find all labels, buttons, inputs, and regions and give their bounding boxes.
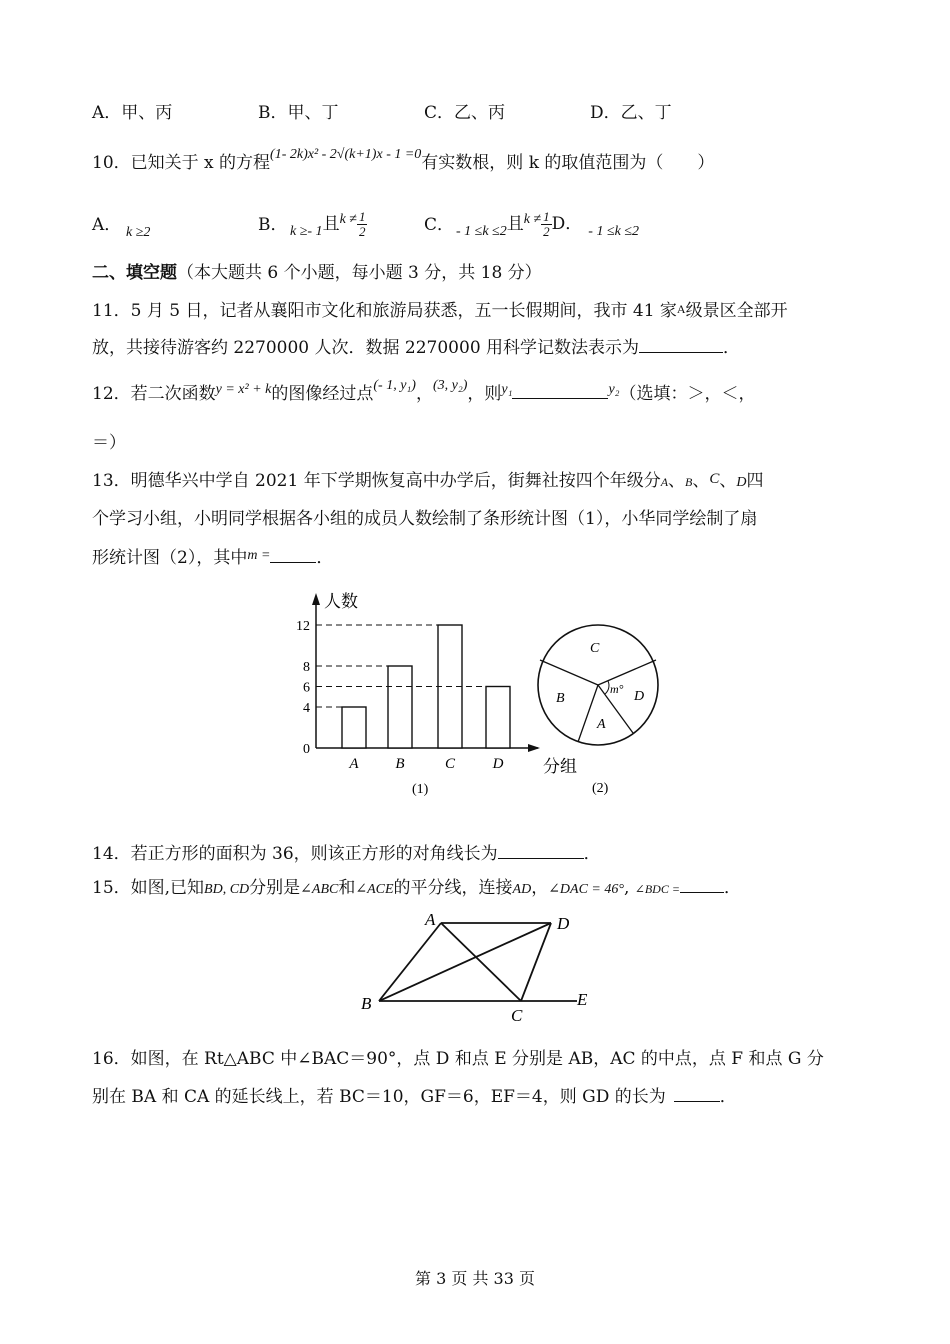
q15-label-a: A (425, 910, 436, 929)
q10-option-c (456, 204, 639, 244)
q10-option-b-and: 且 (322, 214, 340, 234)
q13-text-b: 四 (746, 471, 764, 491)
q13-line3 (92, 544, 333, 573)
q10-option-a-label: A． (92, 215, 122, 235)
q10-option-a-expr: k ≥2 (126, 225, 151, 240)
q15-ace: ∠ACE (355, 882, 394, 897)
q13-group-d: D (736, 475, 747, 490)
q15-mid2: 的平分线，连接 (393, 878, 513, 898)
q9-option-c: C．乙、丙 (424, 103, 506, 123)
pie-divider-a-b (578, 685, 598, 742)
q10-option-b (290, 204, 367, 244)
q13-group-a: A (660, 475, 669, 489)
q12-line1 (92, 372, 756, 416)
q11-text-a: 11．5 月 5 日，记者从襄阳市文化和旅游局获悉，五一长假期间，我市 41 家 (92, 301, 677, 321)
y-tick-label: 8 (303, 660, 310, 675)
q11-answer-blank[interactable] (639, 334, 723, 353)
q16-end: ． (719, 1087, 737, 1107)
q15-label-d: D (557, 914, 570, 933)
y-tick-label: 12 (296, 619, 310, 634)
q13-var-m: m = (247, 548, 271, 563)
q10-suffix: 有实数根，则 k 的取值范围为（ ） (421, 153, 715, 173)
y-tick-label: 4 (303, 701, 310, 716)
q13-sep-1: 、 (668, 471, 686, 491)
y-axis-title: 人数 (324, 592, 358, 611)
x-tick-label: D (492, 756, 504, 772)
pie-label-d: D (634, 689, 645, 704)
q15-ask: ∠BDC = (634, 882, 680, 896)
q15-label-c: C (511, 1006, 523, 1025)
q13-answer-blank[interactable] (270, 544, 316, 563)
q10-prefix: 10．已知关于 x 的方程 (92, 153, 271, 173)
q10-option-c-cond: k ≠ (523, 212, 542, 227)
q12-then: ，则 (467, 384, 502, 404)
q15-label-b: B (361, 994, 372, 1013)
pie-caption: (2) (592, 781, 609, 796)
q12-point2: (3, y₂) (432, 378, 468, 393)
pie-label-a: A (597, 717, 606, 732)
q13-group-b: B (685, 475, 693, 489)
q15-label-e: E (577, 990, 588, 1009)
bar (388, 666, 412, 748)
q13-group-c: C (709, 471, 720, 487)
q14-text: 14．若正方形的面积为 36，则该正方形的对角线长为 (92, 844, 498, 864)
q12-hint2: ＝） (92, 433, 126, 453)
q10-option-d-label: D． (551, 214, 583, 234)
q10-option-a (92, 212, 121, 238)
q11-line2 (92, 334, 740, 361)
page-footer: 第 3 页 共 33 页 (415, 1269, 535, 1288)
q12-sep: ， (415, 384, 433, 404)
q9-option-d: D．乙、丁 (590, 103, 672, 123)
q10-option-c-expr: - 1 ≤k ≤2 (456, 224, 507, 239)
pie-label-c: C (590, 641, 600, 656)
y-tick-label: 6 (303, 680, 310, 696)
q13-text-a: 13．明德华兴中学自 2021 年下学期恢复高中办学后，街舞社按四个年级分 (92, 471, 661, 491)
q10-option-c-and: 且 (506, 214, 524, 234)
q15-angle: ∠DAC = 46° (548, 882, 624, 897)
q10-stem (92, 147, 715, 178)
q15: 15．如图,已知BD, CD分别是∠ABC和∠ACE的平分线，连接AD，∠DAC = 46°, ∠BDC = ． (92, 874, 741, 903)
x-tick-label: A (349, 756, 359, 772)
q16-text: 别在 BA 和 CA 的延长线上，若 BC＝10，GF＝6，EF＝4，则 GD 的长为 (92, 1087, 666, 1107)
q16-line1: 16．如图，在 Rt△ABC 中∠BAC＝90°，点 D 和点 E 分别是 AB，AC 的中点，点 F 和点 G 分 (92, 1049, 824, 1069)
q16-answer-blank[interactable] (674, 1083, 720, 1102)
q11-text-c: 放，共接待游客约 2270000 人次．数据 2270000 用科学记数法表示为 (92, 338, 640, 358)
q10-half-den-b: 2 (358, 224, 366, 239)
q12-point1: (- 1, y₁) (373, 378, 416, 393)
pie-divider-c-d (598, 660, 656, 685)
section2-title: 二、填空题 (92, 263, 177, 283)
q10-half-num-b: 1 (358, 209, 366, 224)
q14-end: ． (583, 844, 601, 864)
q11-text-b: 级景区全部开 (685, 301, 788, 321)
q16-line2 (92, 1083, 737, 1110)
q10-equation: (1- 2k)x² - 2√(k+1)x - 1 =0 (270, 147, 422, 162)
q15-bd: BD (204, 882, 223, 897)
x-tick-label: B (395, 756, 405, 772)
q13-text-c: 形统计图（2），其中 (92, 548, 248, 568)
q9-option-a: A．甲、丙 (92, 103, 173, 123)
q13-end: ． (316, 548, 334, 568)
pie-divider-b-c (540, 660, 598, 685)
q10-half-den-c: 2 (543, 224, 550, 239)
q10-option-b-label: B． (258, 215, 288, 235)
q12-y1: y₁ (501, 382, 513, 397)
q15-seg-ab (379, 923, 441, 1001)
pie-angle-label: m° (610, 682, 624, 696)
q11-grade-a: A (676, 302, 686, 316)
y-axis-arrow (312, 593, 320, 605)
q15-answer-blank[interactable] (680, 874, 724, 893)
q13-sep-2: 、 (692, 471, 710, 491)
bar (342, 707, 366, 748)
q15-cd: CD (229, 882, 250, 897)
q9-option-b: B．甲、丁 (258, 103, 339, 123)
y-tick-label: 0 (303, 742, 310, 757)
q15-and: 和 (338, 878, 356, 898)
q11-end: ． (723, 338, 741, 358)
q14-answer-blank[interactable] (498, 840, 584, 859)
q13-line2: 个学习小组，小明同学根据各小组的成员人数绘制了条形统计图（1），小华同学绘制了扇 (92, 509, 758, 529)
q10-option-d-expr: - 1 ≤k ≤2 (588, 224, 640, 239)
q13-sep-3: 、 (719, 471, 737, 491)
pie-label-b: B (556, 691, 565, 706)
q12-y2: y₂ (608, 382, 620, 397)
q15-ad: AD (512, 882, 532, 897)
bar-chart (290, 585, 577, 805)
q10-half-num-c: 1 (543, 209, 550, 224)
x-axis-title: 分组 (543, 757, 577, 776)
bar (486, 687, 510, 749)
pie-angle-arc (605, 681, 609, 694)
q15-end: ． (723, 878, 741, 898)
q15-prefix: 15．如图,已知 (92, 878, 205, 898)
q12-hint: （选填：＞，＜， (619, 384, 756, 404)
q15-abc: ∠ABC (300, 882, 339, 897)
q12-mid: 的图像经过点 (271, 384, 374, 404)
q10-option-b-cond: k ≠ (339, 212, 357, 227)
q15-mid: 分别是 (249, 878, 301, 898)
q12-func: y = x² + k (215, 382, 272, 397)
chart-caption: (1) (412, 782, 429, 797)
q15-figure (355, 905, 595, 1025)
x-tick-label: C (444, 756, 456, 772)
pie-chart (530, 610, 670, 800)
q12-prefix: 12．若二次函数 (92, 384, 216, 404)
section2-heading (92, 260, 542, 286)
q14 (92, 840, 601, 867)
q13-line1 (92, 468, 764, 496)
section2-desc: （本大题共 6 个小题，每小题 3 分，共 18 分） (177, 263, 542, 283)
q10-option-c-label: C． (424, 215, 455, 235)
q15-seg-ac (441, 923, 521, 1001)
q12-answer-blank[interactable] (512, 380, 608, 399)
q11-line1 (92, 298, 788, 325)
q10-option-b-expr: k ≥- 1 (290, 224, 323, 239)
